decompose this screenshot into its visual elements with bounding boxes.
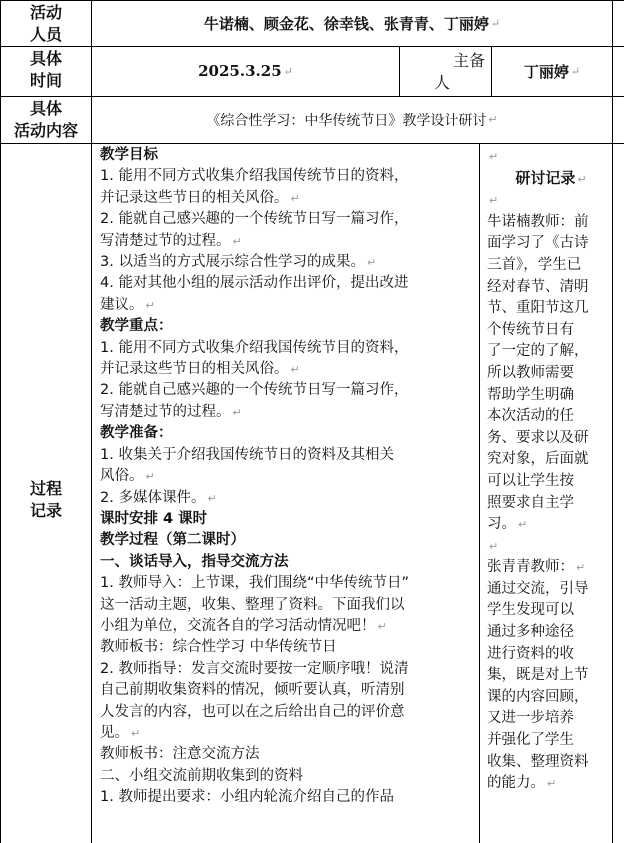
lesson-line: 2. 能就自己感兴趣的一个传统节日写一篇习作，: [100, 211, 409, 228]
record-line: 通过交流，引导: [487, 580, 589, 597]
record-line: 节、重阳节这几: [487, 300, 589, 317]
lesson-line: 一、谈话导入，指导交流方法: [100, 553, 289, 570]
lesson-line: 教学重点：: [100, 318, 173, 335]
discussion-record: ↵ 研讨记录 ↵ ↵ 牛诺楠教师：前 面学习了《古诗 三首》，学生已 经对春节、清明 节、重阳节这几 个传统节日有 了一定的了解， 所以教师需要 帮助学生明确 本次活动的任 务、要求以及研 究对象，后面就 可以让学生按 照要求自主学 习。 ↵ ↵ 张青青教师： ↵ 通过交流，引导 学生发现可以 通过多种途径 进行资料的收 集，既是对上节 课的内容回顾， 又进一步培养 并强化了学生 收集、整理资料 的能力。 ↵: [487, 146, 611, 843]
lesson-line: 课时安排 4 课时: [100, 510, 208, 527]
members-label: 活动 人员: [29, 3, 62, 44]
record-line: 习。 ↵: [487, 516, 528, 533]
record-line: 了一定的了解，: [487, 343, 589, 360]
table-border-right: [612, 0, 613, 843]
record-line: 通过多种途径: [487, 624, 574, 641]
record-line: 牛诺楠教师：前: [487, 213, 589, 230]
record-line: 并强化了学生: [487, 732, 574, 749]
record-line: 的能力。 ↵: [487, 775, 557, 792]
lesson-line: 1. 收集关于介绍我国传统节日的资料及其相关: [100, 446, 394, 463]
lesson-line: 见。 ↵: [100, 724, 141, 741]
record-line: 进行资料的收: [487, 645, 574, 662]
content-label: 具体 活动内容: [13, 99, 78, 140]
record-line: 集，既是对上节: [487, 667, 589, 684]
lead-value: 丁丽婷 ↵: [523, 62, 581, 81]
lesson-line: 写清楚过节的过程。 ↵: [100, 403, 242, 420]
lesson-line: 建议。 ↵: [100, 296, 155, 313]
lesson-line: 1. 教师导入：上节课，我们围绕“中华传统节日”: [100, 575, 409, 592]
content-value: 《综合性学习：中华传统节日》教学设计研讨 ↵: [206, 112, 498, 129]
lesson-plan-text: [100, 145, 476, 843]
record-line: 本次活动的任: [487, 408, 574, 425]
lead-label: 主备 人: [434, 51, 485, 92]
lesson-line: 二、小组交流前期收集到的资料: [100, 767, 303, 784]
lesson-line: 教学目标: [100, 147, 158, 163]
record-line: 务、要求以及研: [487, 429, 589, 446]
lesson-line: 2. 教师指导：发言交流时要按一定顺序哦！说清: [100, 660, 409, 677]
lesson-line: 教师板书：注意交流方法: [100, 746, 260, 763]
record-line: 又进一步培养: [487, 710, 574, 727]
lesson-line: 2. 能就自己感兴趣的一个传统节日写一篇习作，: [100, 382, 409, 399]
record-line: 收集、整理资料: [487, 753, 589, 770]
process-label: 过程 记录: [29, 479, 62, 520]
lesson-line: 3. 以适当的方式展示综合性学习的成果。 ↵: [100, 254, 377, 271]
lesson-line: 这一活动主题，收集、整理了资料。下面我们以: [100, 596, 405, 613]
lesson-line: 并记录这些节日的相关风俗。 ↵: [100, 361, 300, 378]
record-line: 面学习了《古诗: [487, 235, 589, 252]
lesson-line: 并记录这些节日的相关风俗。 ↵: [100, 189, 300, 206]
lesson-line: 2. 多媒体课件。 ↵: [100, 489, 217, 506]
record-line: 可以让学生按: [487, 472, 574, 489]
time-value: 2025.3.25 ↵: [198, 62, 293, 80]
record-line: ↵: [489, 539, 499, 553]
record-line: 照要求自主学: [487, 494, 574, 511]
time-label: 具体 时间: [29, 49, 62, 90]
lesson-line: 4. 能对其他小组的展示活动作出评价，提出改进: [100, 275, 409, 292]
lesson-line: 教师板书：综合性学习 中华传统节日: [100, 639, 337, 656]
record-line: 学生发现可以: [487, 602, 574, 619]
members-value: 牛诺楠、顾金花、徐幸钱、张青青、丁丽婷 ↵: [203, 14, 501, 33]
record-title: 研讨记录: [515, 168, 576, 187]
record-line: 所以教师需要: [487, 364, 574, 381]
record-line: 究对象，后面就: [487, 451, 589, 468]
lesson-line: 风俗。 ↵: [100, 468, 155, 485]
row-divider: [0, 143, 624, 144]
record-line: 课的内容回顾，: [487, 688, 589, 705]
record-line: 三首》，学生已: [487, 256, 582, 273]
record-line: 经对春节、清明: [487, 278, 589, 295]
lesson-line: 教学过程（第二课时）: [100, 532, 245, 549]
lesson-line: 小组为单位，交流各自的学习活动情况吧！ ↵: [100, 617, 387, 634]
record-line: 个传统节日有: [487, 321, 574, 338]
lesson-line: 人发言的内容，也可以在之后给出自己的评价意: [100, 703, 405, 720]
lesson-line: 1. 能用不同方式收集介绍我国传统节日的资料，: [100, 168, 409, 185]
column-divider: [479, 143, 480, 843]
lesson-line: 教学准备：: [100, 425, 173, 442]
lesson-line: 自己前期收集资料的情况，倾听要认真，听清别: [100, 682, 405, 699]
record-line: 张青青教师： ↵: [487, 559, 586, 576]
lesson-line: 1. 能用不同方式收集介绍我国传统节目的资料，: [100, 339, 409, 356]
record-line: 帮助学生明确: [487, 386, 574, 403]
lesson-line: 写清楚过节的过程。 ↵: [100, 232, 242, 249]
lesson-line: 1. 教师提出要求：小组内轮流介绍自己的作品: [100, 789, 394, 806]
